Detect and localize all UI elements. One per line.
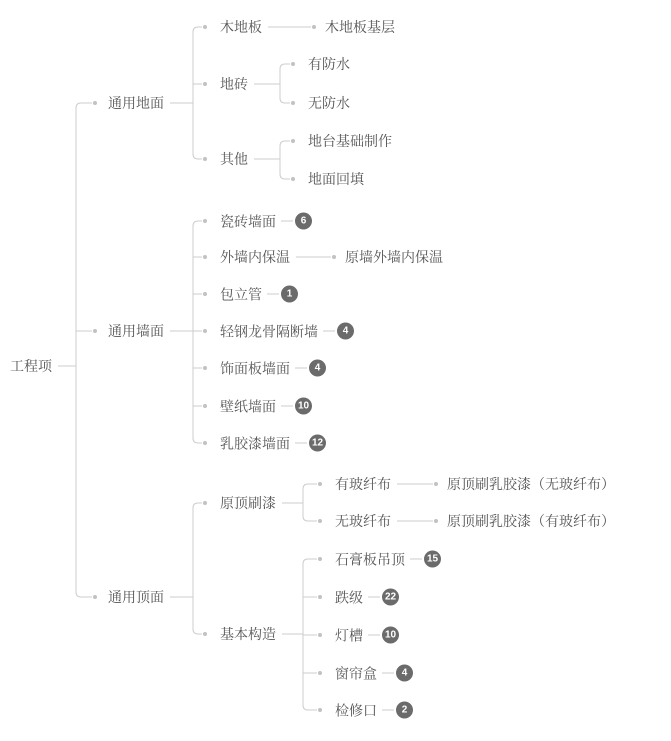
badge-connector-line [295,368,307,369]
node-ceiling-latex-with-fiberglass[interactable] [447,514,615,528]
node-root[interactable] [10,359,52,373]
node-label: 工程项 [10,358,52,374]
badge-connector-line [281,221,293,222]
node-label: 瓷砖墙面 [220,213,276,229]
node-gypsum-ceiling[interactable] [335,551,441,568]
node-without-fiberglass[interactable] [335,514,391,528]
node-label: 检修口 [335,702,377,718]
node-label: 包立管 [220,286,262,302]
node-floor-backfill[interactable] [308,172,364,186]
badge-connector-line [323,331,335,332]
node-label: 轻钢龙骨隔断墙 [220,323,318,339]
node-original-wall-insulation[interactable] [345,250,443,264]
node-label: 石膏板吊顶 [335,551,405,567]
node-label: 有玻纤布 [335,476,391,492]
count-badge[interactable]: 22 [382,589,399,606]
badge-connector-line [410,559,422,560]
node-curtain-box[interactable] [335,665,413,682]
node-label: 跌级 [335,589,363,605]
node-label: 通用地面 [108,95,164,111]
node-original-ceiling-paint[interactable] [220,496,276,510]
count-badge[interactable]: 15 [424,551,441,568]
count-badge[interactable]: 4 [337,323,354,340]
node-label: 木地板基层 [325,19,395,35]
node-label: 原顶刷漆 [220,495,276,511]
count-badge[interactable]: 10 [382,627,399,644]
badge-connector-line [382,710,394,711]
connector-root [58,103,92,597]
count-badge[interactable]: 12 [309,435,326,452]
node-platform-base[interactable] [308,134,392,148]
node-drop-level[interactable] [335,589,399,606]
count-badge[interactable]: 4 [309,360,326,377]
node-common-ceiling[interactable] [108,590,164,604]
node-access-panel[interactable] [335,702,413,719]
node-common-floor[interactable] [108,96,164,110]
node-common-wall[interactable] [108,324,164,338]
badge-connector-line [382,673,394,674]
count-badge[interactable]: 1 [281,286,298,303]
node-light-trough[interactable] [335,627,399,644]
node-label: 原顶刷乳胶漆（无玻纤布） [447,476,615,492]
node-label: 原顶刷乳胶漆（有玻纤布） [447,513,615,529]
node-latex-paint-wall[interactable] [220,435,326,452]
node-wood-floor-base[interactable] [325,20,395,34]
node-with-waterproof[interactable] [308,57,350,71]
node-label: 通用墙面 [108,323,164,339]
node-label: 地台基础制作 [308,133,392,149]
badge-connector-line [281,406,293,407]
node-tile-wall[interactable] [220,213,312,230]
node-with-fiberglass[interactable] [335,477,391,491]
count-badge[interactable]: 10 [295,398,312,415]
node-ceiling-latex-no-fiberglass[interactable] [447,477,615,491]
node-label: 无玻纤布 [335,513,391,529]
node-label: 饰面板墙面 [220,360,290,376]
node-floor-tile[interactable] [220,77,248,91]
badge-connector-line [267,294,279,295]
node-label: 外墙内保温 [220,249,290,265]
node-label: 其他 [220,151,248,167]
count-badge[interactable]: 2 [396,702,413,719]
node-label: 地砖 [220,76,248,92]
node-wallpaper-wall[interactable] [220,398,312,415]
node-label: 通用顶面 [108,589,164,605]
count-badge[interactable]: 6 [295,213,312,230]
node-label: 灯槽 [335,627,363,643]
node-label: 壁纸墙面 [220,398,276,414]
node-label: 原墙外墙内保温 [345,249,443,265]
node-exterior-wall-insulation[interactable] [220,250,290,264]
node-label: 无防水 [308,95,350,111]
node-pipe-wrapping[interactable] [220,286,298,303]
badge-connector-line [368,597,380,598]
badge-connector-line [368,635,380,636]
count-badge[interactable]: 4 [396,665,413,682]
node-steel-stud-partition[interactable] [220,323,354,340]
node-wood-floor[interactable] [220,20,262,34]
node-label: 乳胶漆墙面 [220,435,290,451]
node-label: 木地板 [220,19,262,35]
node-label: 基本构造 [220,626,276,642]
node-label: 地面回填 [308,171,364,187]
badge-connector-line [295,443,307,444]
node-veneer-wall[interactable] [220,360,326,377]
node-other[interactable] [220,152,248,166]
node-without-waterproof[interactable] [308,96,350,110]
node-label: 窗帘盒 [335,665,377,681]
node-label: 有防水 [308,56,350,72]
node-basic-structure[interactable] [220,627,276,641]
